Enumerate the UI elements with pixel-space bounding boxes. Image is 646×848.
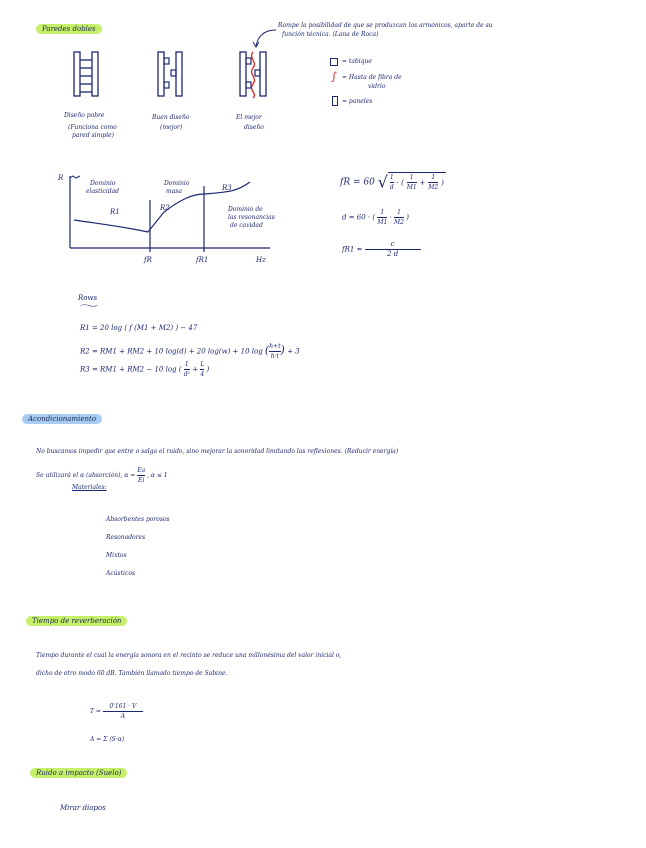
formula-a: A = Σ (S·α) — [90, 736, 125, 743]
section-title-tiempo: Tiempo de reverberación — [26, 616, 127, 626]
design3-note: diseño — [244, 124, 264, 131]
wall-diagram-good — [156, 50, 186, 100]
arrow-icon — [250, 28, 280, 50]
graph-label-elast-1: Dominio — [90, 180, 116, 187]
section-title-acond: Acondicionamiento — [22, 414, 102, 424]
material-item-1: Absorbentes porosos — [106, 516, 170, 523]
legend-tabique: = tabique — [342, 58, 372, 65]
rows-title: Rows — [78, 294, 98, 302]
graph-label-elast-2: elasticidad — [86, 188, 119, 195]
wall-diagram-poor — [72, 50, 102, 100]
formula-fr1: fR1 = $\frac{c}{2 d}$ — [342, 240, 421, 259]
graph-label-mass-1: Dominio — [164, 180, 190, 187]
design1-label: Diseño pobre — [64, 112, 105, 119]
material-item-4: Acústicos — [106, 570, 136, 577]
graph-label-res-1: Dominio de — [228, 206, 263, 213]
formula-fr: fR = 60 √ $\frac{1}{d}$ · ( $\frac{1}{M1}$ + $\frac{1}{M2}$ ) — [340, 172, 444, 192]
formula-d: d = 60 · ( $\frac{1}{M1}$ · $\frac{1}{M2}$ ) — [342, 209, 409, 226]
legend-hasta-1: = Hasta de fibra de — [342, 74, 402, 81]
acond-paragraph-2: Se utilizará el α (absorción), α = $\frac{Ea}{Ei}$ , α ≤ 1 — [36, 467, 168, 484]
formula-r2: R2 = RM1 + RM2 + 10 log(d) + 20 log(w) + 10 log ( $\frac{h+t}{h\cdot t}$ ) + 3 — [80, 343, 300, 360]
graph-fr: fR — [144, 256, 152, 264]
design1-note-2: pared simple) — [72, 132, 114, 139]
formula-t: T = $\frac{0'161 \cdot V}{A}$ — [90, 702, 143, 721]
graph-label-mass-2: masa — [166, 188, 182, 195]
materiales-label: Materiales: — [72, 484, 107, 491]
section-title-paredes: Paredes dobles — [36, 24, 102, 34]
legend-wool-icon: ∫ — [331, 70, 337, 83]
design1-note-1: (Funciona como — [68, 124, 117, 131]
graph-r1: R1 — [110, 208, 120, 216]
design2-note: (mejor) — [160, 124, 183, 131]
acond-paragraph-1: No buscamos impedir que entre o salga el ruido, sino mejorar la sonoridad limitando las reflexiones. (Reducir energía) — [36, 448, 399, 455]
material-item-3: Mixtos — [106, 552, 127, 559]
legend-paneles: = paneles — [342, 98, 373, 105]
graph-r3: R3 — [222, 184, 232, 192]
legend-hasta-2: vidrio — [368, 83, 386, 90]
graph-r2: R2 — [160, 204, 170, 212]
formula-r1: R1 = 20 log ( f (M1 + M2) ) − 47 — [80, 324, 198, 332]
graph-label-res-3: de cavidad — [230, 222, 263, 229]
formula-r3: R3 = RM1 + RM2 − 10 log ( $\frac{1}{\text{d²}}$ + $\frac{L}{4}$ ) — [80, 361, 210, 378]
design2-label: Buen diseño — [152, 114, 190, 121]
material-item-2: Resonadores — [106, 534, 146, 541]
legend-tabique-icon — [330, 58, 338, 66]
graph-fr1: fR1 — [196, 256, 209, 264]
design3-label: El mejor — [236, 114, 262, 121]
tiempo-paragraph-1: Tiempo durante el cual la energía sonora en el recinto se reduce una millonésima del valor inicial o, — [36, 652, 342, 659]
graph-y-label: R — [58, 174, 64, 182]
ruido-paragraph: Mirar diapos — [60, 804, 106, 812]
wool-note-line2: función técnica. (Lana de Roca) — [282, 31, 379, 38]
wall-diagram-best — [238, 50, 270, 100]
graph-x-label: Hz — [256, 256, 266, 264]
tiempo-paragraph-2: dicho de otro modo 60 dB. También llamado tiempo de Sabine. — [36, 670, 228, 677]
legend-panel-icon — [332, 96, 338, 106]
section-title-ruido: Ruido a impacto (Suelo) — [30, 768, 127, 778]
wool-note-line1: Rompe la posibilidad de que se produzcan los armónicos, aparte de su — [278, 22, 493, 29]
rows-underline — [78, 304, 100, 307]
graph-label-res-2: las resonancias — [228, 214, 275, 221]
